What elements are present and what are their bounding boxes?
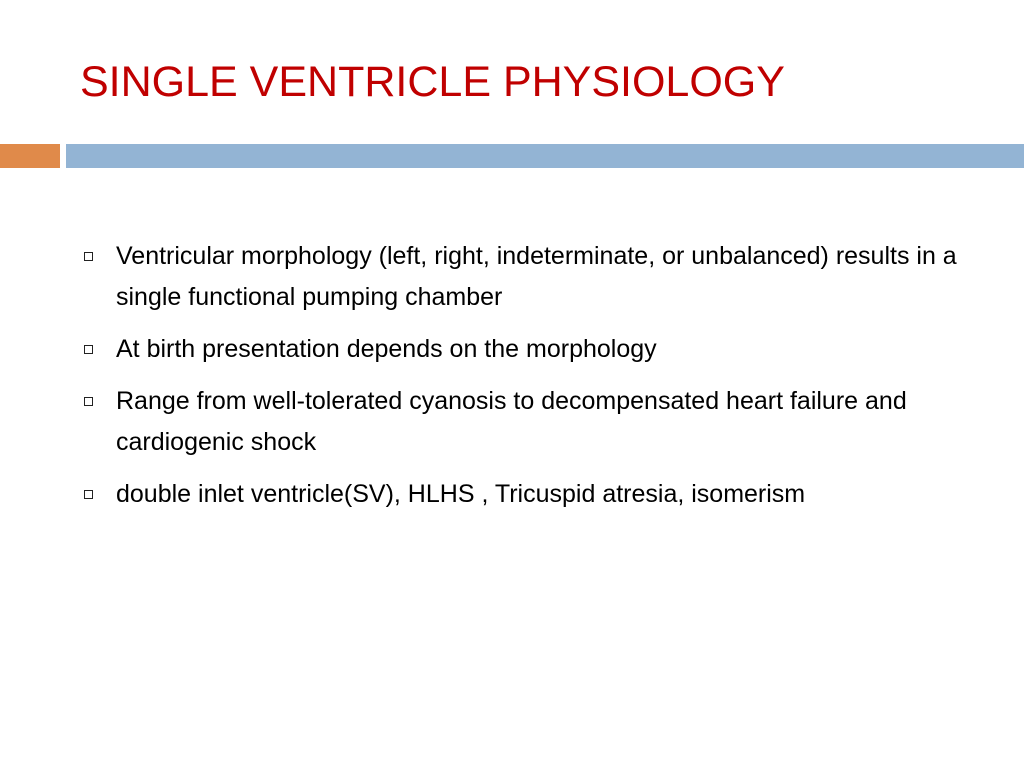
slide-title: SINGLE VENTRICLE PHYSIOLOGY <box>80 58 785 106</box>
bullet-text: Range from well-tolerated cyanosis to decompensated heart failure and cardiogenic shock <box>116 387 907 456</box>
bullet-item <box>80 381 980 463</box>
hollow-square-bullet-icon <box>84 490 93 499</box>
bullet-text: double inlet ventricle(SV), HLHS , Tricuspid atresia, isomerism <box>116 480 806 508</box>
bullet-text: At birth presentation depends on the morphology <box>116 335 657 363</box>
bullet-text: Ventricular morphology (left, right, indeterminate, or unbalanced) results in a single functional pumping chamber <box>116 242 957 311</box>
accent-bar-orange <box>0 144 60 168</box>
bullet-item <box>80 329 980 370</box>
hollow-square-bullet-icon <box>84 345 93 354</box>
bullet-list <box>80 236 980 526</box>
hollow-square-bullet-icon <box>84 252 93 261</box>
bullet-item <box>80 474 980 515</box>
hollow-square-bullet-icon <box>84 397 93 406</box>
accent-bar-blue <box>66 144 1024 168</box>
bullet-item <box>80 236 980 318</box>
